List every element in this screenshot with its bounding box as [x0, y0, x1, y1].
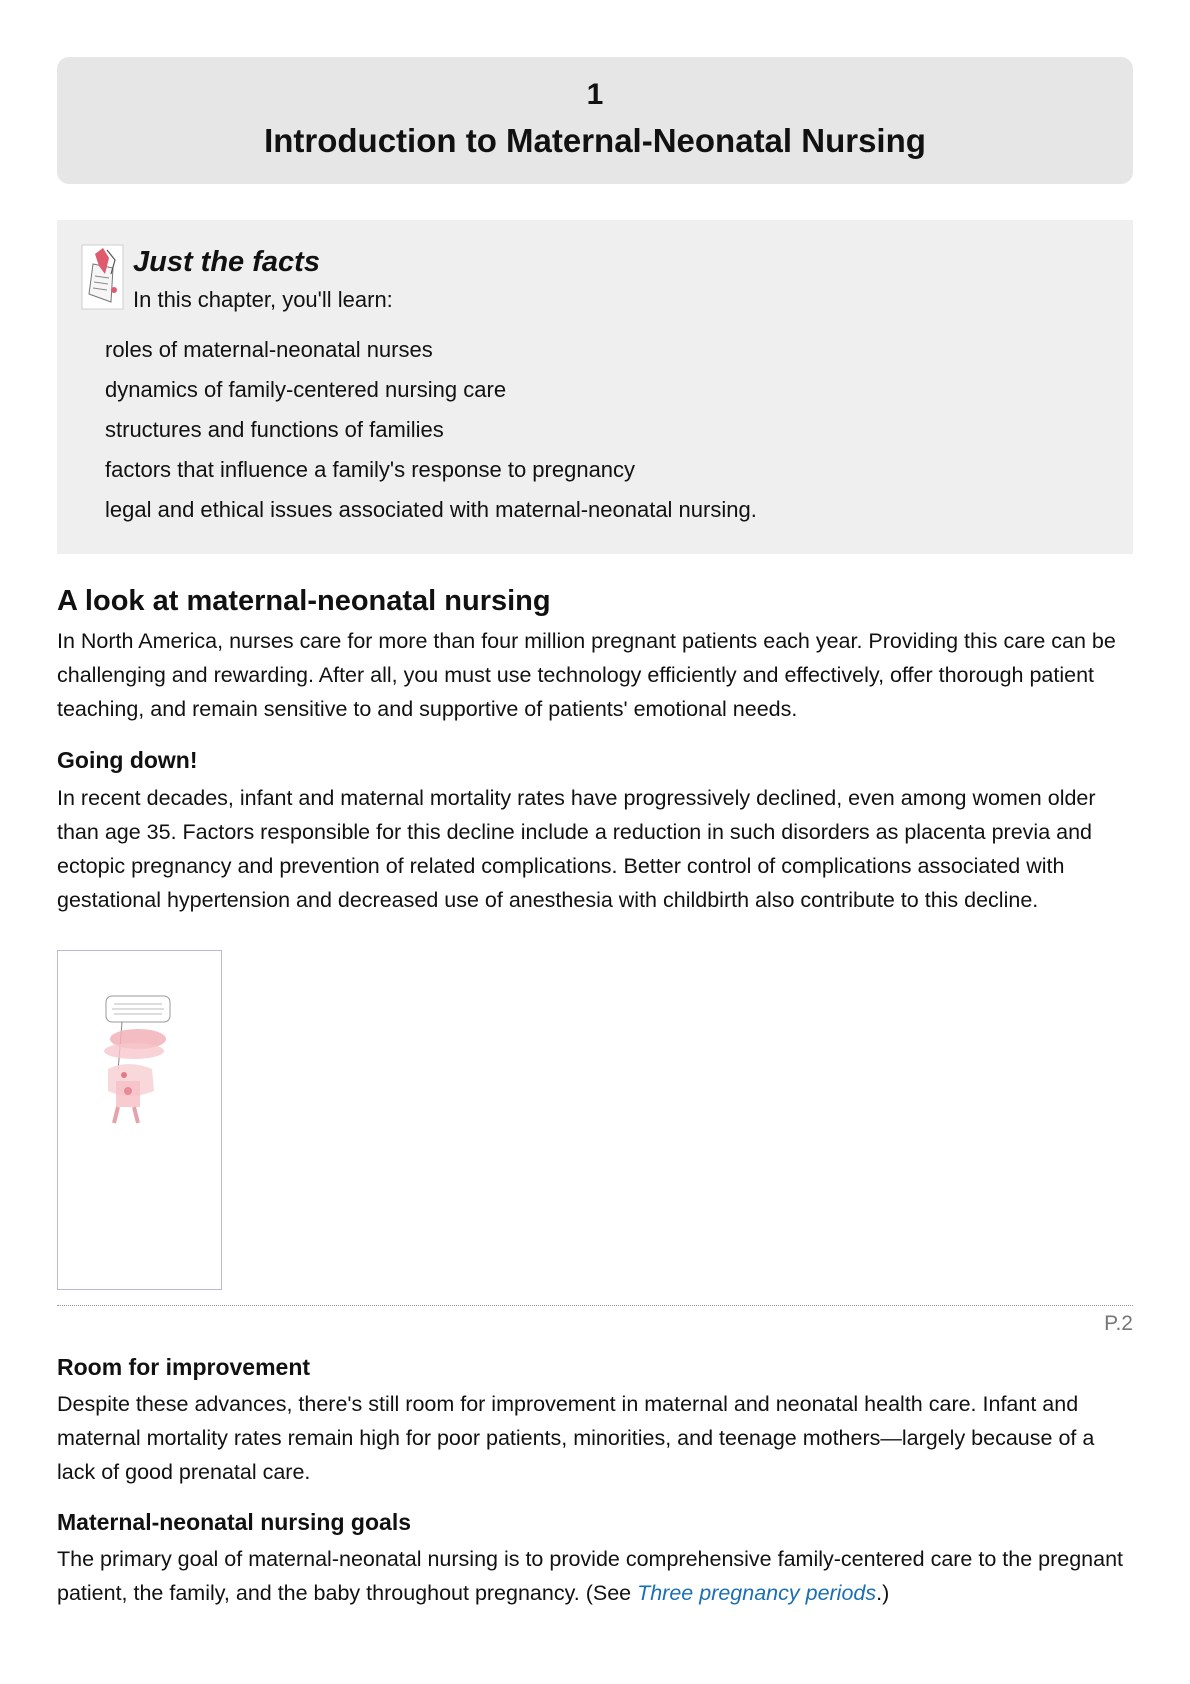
three-pregnancy-periods-link[interactable]: Three pregnancy periods [637, 1581, 877, 1605]
page-number: P.2 [1104, 1312, 1133, 1335]
section-heading: A look at maternal-neonatal nursing [57, 585, 551, 617]
clipboard-icon [81, 244, 124, 310]
chapter-title: Introduction to Maternal-Neonatal Nursing [264, 122, 926, 159]
facts-list [105, 330, 757, 530]
list-item: legal and ethical issues associated with maternal-neonatal nursing. [105, 497, 757, 522]
facts-intro: In this chapter, you'll learn: [133, 287, 393, 312]
just-the-facts-box [57, 220, 1133, 554]
main-content-continued [57, 1352, 1137, 1610]
going-down-heading: Going down! [57, 747, 198, 773]
list-item: roles of maternal-neonatal nurses [105, 337, 433, 362]
cartoon-nurse-illustration [58, 951, 220, 1288]
chapter-number: 1 [586, 78, 604, 111]
page-divider [57, 1305, 1133, 1306]
section-paragraph: In North America, nurses care for more than four million pregnant patients each year. Providing this care can be challenging and rewarding. After all, you must use technology efficiently and effectively, offer thorough patient teaching, and remain sensitive to and supportive of patients' emotional needs. [57, 629, 1116, 721]
main-content [57, 582, 1137, 917]
room-paragraph: Despite these advances, there's still room for improvement in maternal and neonatal health care. Infant and maternal mortality rates remain high for poor patients, minorities, and teenage mothers—largely because of a lack of good prenatal care. [57, 1392, 1095, 1484]
goals-text-after: .) [876, 1581, 890, 1605]
list-item: structures and functions of families [105, 417, 444, 442]
cartoon-figure [57, 950, 222, 1290]
list-item: factors that influence a family's response to pregnancy [105, 457, 636, 482]
chapter-header [57, 57, 1133, 184]
goals-heading: Maternal-neonatal nursing goals [57, 1509, 411, 1535]
goals-paragraph [57, 1542, 1137, 1610]
going-down-paragraph: In recent decades, infant and maternal mortality rates have progressively declined, even among women older than age 35. Factors responsible for this decline include a reduction in such disorders as placenta previa and ectopic pregnancy and prevention of related complications. Better control of complications associated with gestational hypertension and decreased use of anesthesia with childbirth also contribute to this decline. [57, 786, 1096, 912]
goals-text-before: The primary goal of maternal-neonatal nursing is to provide comprehensive family-centered care to the pregnant patient, the family, and the baby throughout pregnancy. (See [57, 1547, 1124, 1605]
room-heading: Room for improvement [57, 1354, 311, 1380]
facts-heading: Just the facts [133, 246, 320, 278]
list-item: dynamics of family-centered nursing care [105, 377, 507, 402]
